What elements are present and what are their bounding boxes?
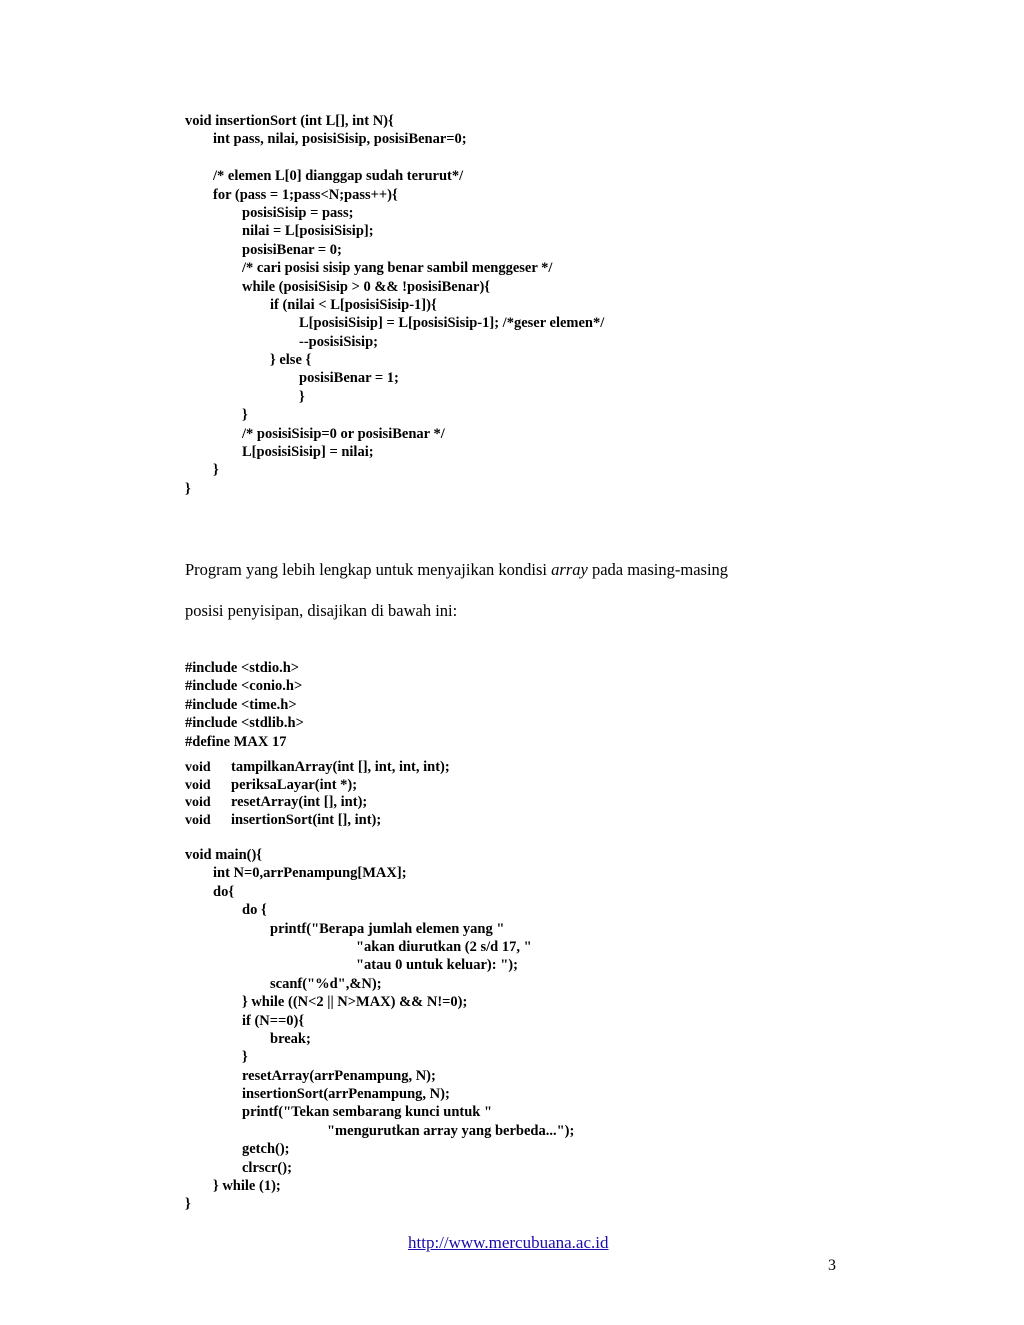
paragraph-text-before: Program yang lebih lengkap untuk menyajikan kondisi xyxy=(185,560,552,579)
include-line: #include <time.h> xyxy=(185,696,297,713)
code-line: void main(){ xyxy=(185,847,263,863)
code-line: /* posisiSisip=0 or posisiBenar */ xyxy=(242,425,445,442)
include-line: #include <stdio.h> xyxy=(185,660,300,676)
code-line: printf("Berapa jumlah elemen yang " xyxy=(270,920,505,937)
code-line: posisiSisip = pass; xyxy=(242,204,354,221)
code-block-prototypes xyxy=(185,758,450,828)
code-line: } xyxy=(299,388,305,405)
code-line: if (N==0){ xyxy=(242,1012,305,1029)
prototype-keyword: void xyxy=(185,760,211,775)
code-line xyxy=(185,149,604,167)
paragraph-text-after: pada masing-masing xyxy=(587,560,729,579)
code-line: int pass, nilai, posisiSisip, posisiBenar=0; xyxy=(213,131,467,148)
code-block-insertion-sort xyxy=(185,112,604,498)
code-line: printf("Tekan sembarang kunci untuk " xyxy=(242,1104,493,1121)
code-line: } xyxy=(213,462,219,479)
prototype-keyword: void xyxy=(185,777,211,793)
prototype-line xyxy=(185,758,450,776)
code-line: clrscr(); xyxy=(242,1159,292,1176)
prototype-line xyxy=(185,776,450,794)
code-line: for (pass = 1;pass<N;pass++){ xyxy=(213,186,398,203)
code-line: resetArray(arrPenampung, N); xyxy=(242,1067,436,1084)
prototype-signature: tampilkanArray(int [], int, int, int); xyxy=(231,759,450,775)
code-line: posisiBenar = 1; xyxy=(299,370,399,387)
code-line: posisiBenar = 0; xyxy=(242,241,342,258)
code-line: /* cari posisi sisip yang benar sambil menggeser */ xyxy=(242,260,553,277)
prototype-signature: resetArray(int [], int); xyxy=(231,794,368,810)
paragraph-line-2: posisi penyisipan, disajikan di bawah ini: xyxy=(185,601,458,620)
code-line: --posisiSisip; xyxy=(299,333,378,350)
code-line: } xyxy=(185,1196,191,1213)
paragraph-line-1 xyxy=(185,560,728,580)
code-line: getch(); xyxy=(242,1141,290,1158)
prototype-signature: insertionSort(int [], int); xyxy=(231,811,382,828)
code-block-includes xyxy=(185,659,304,751)
code-line: do{ xyxy=(213,883,235,900)
code-line: } while (1); xyxy=(213,1178,281,1195)
code-line: } xyxy=(185,480,191,497)
code-line: } while ((N<2 || N>MAX) && N!=0); xyxy=(242,994,468,1011)
code-line: if (nilai < L[posisiSisip-1]){ xyxy=(270,296,437,313)
code-line: insertionSort(arrPenampung, N); xyxy=(242,1086,450,1103)
code-line: L[posisiSisip] = nilai; xyxy=(242,444,374,461)
code-line: while (posisiSisip > 0 && !posisiBenar){ xyxy=(242,278,491,295)
page-number: 3 xyxy=(828,1257,836,1274)
include-line: #define MAX 17 xyxy=(185,733,287,750)
paragraph-italic-array: array xyxy=(551,560,588,579)
code-line: break; xyxy=(270,1030,311,1047)
code-line: /* elemen L[0] dianggap sudah terurut*/ xyxy=(213,168,464,185)
include-line: #include <stdlib.h> xyxy=(185,715,304,732)
code-line: } else { xyxy=(270,352,312,369)
footer-url-link[interactable]: http://www.mercubuana.ac.id xyxy=(408,1233,609,1252)
code-line: L[posisiSisip] = L[posisiSisip-1]; /*geser elemen*/ xyxy=(299,315,605,332)
code-line: "akan diurutkan (2 s/d 17, " xyxy=(356,938,532,955)
prototype-line xyxy=(185,793,450,811)
prototype-line xyxy=(185,811,450,829)
code-line: "atau 0 untuk keluar): "); xyxy=(356,957,518,974)
code-line: } xyxy=(242,1049,248,1066)
prototype-keyword: void xyxy=(185,795,211,810)
prototype-keyword: void xyxy=(185,812,211,828)
code-line: void insertionSort (int L[], int N){ xyxy=(185,113,394,129)
include-line: #include <conio.h> xyxy=(185,678,303,695)
code-line: scanf("%d",&N); xyxy=(270,975,382,992)
code-block-main xyxy=(185,846,574,1214)
code-line: int N=0,arrPenampung[MAX]; xyxy=(213,865,407,882)
prototype-signature: periksaLayar(int *); xyxy=(231,776,358,793)
code-line: do { xyxy=(242,902,267,919)
code-line: "mengurutkan array yang berbeda..."); xyxy=(327,1122,575,1139)
code-line: } xyxy=(242,407,248,424)
code-line: nilai = L[posisiSisip]; xyxy=(242,223,374,240)
